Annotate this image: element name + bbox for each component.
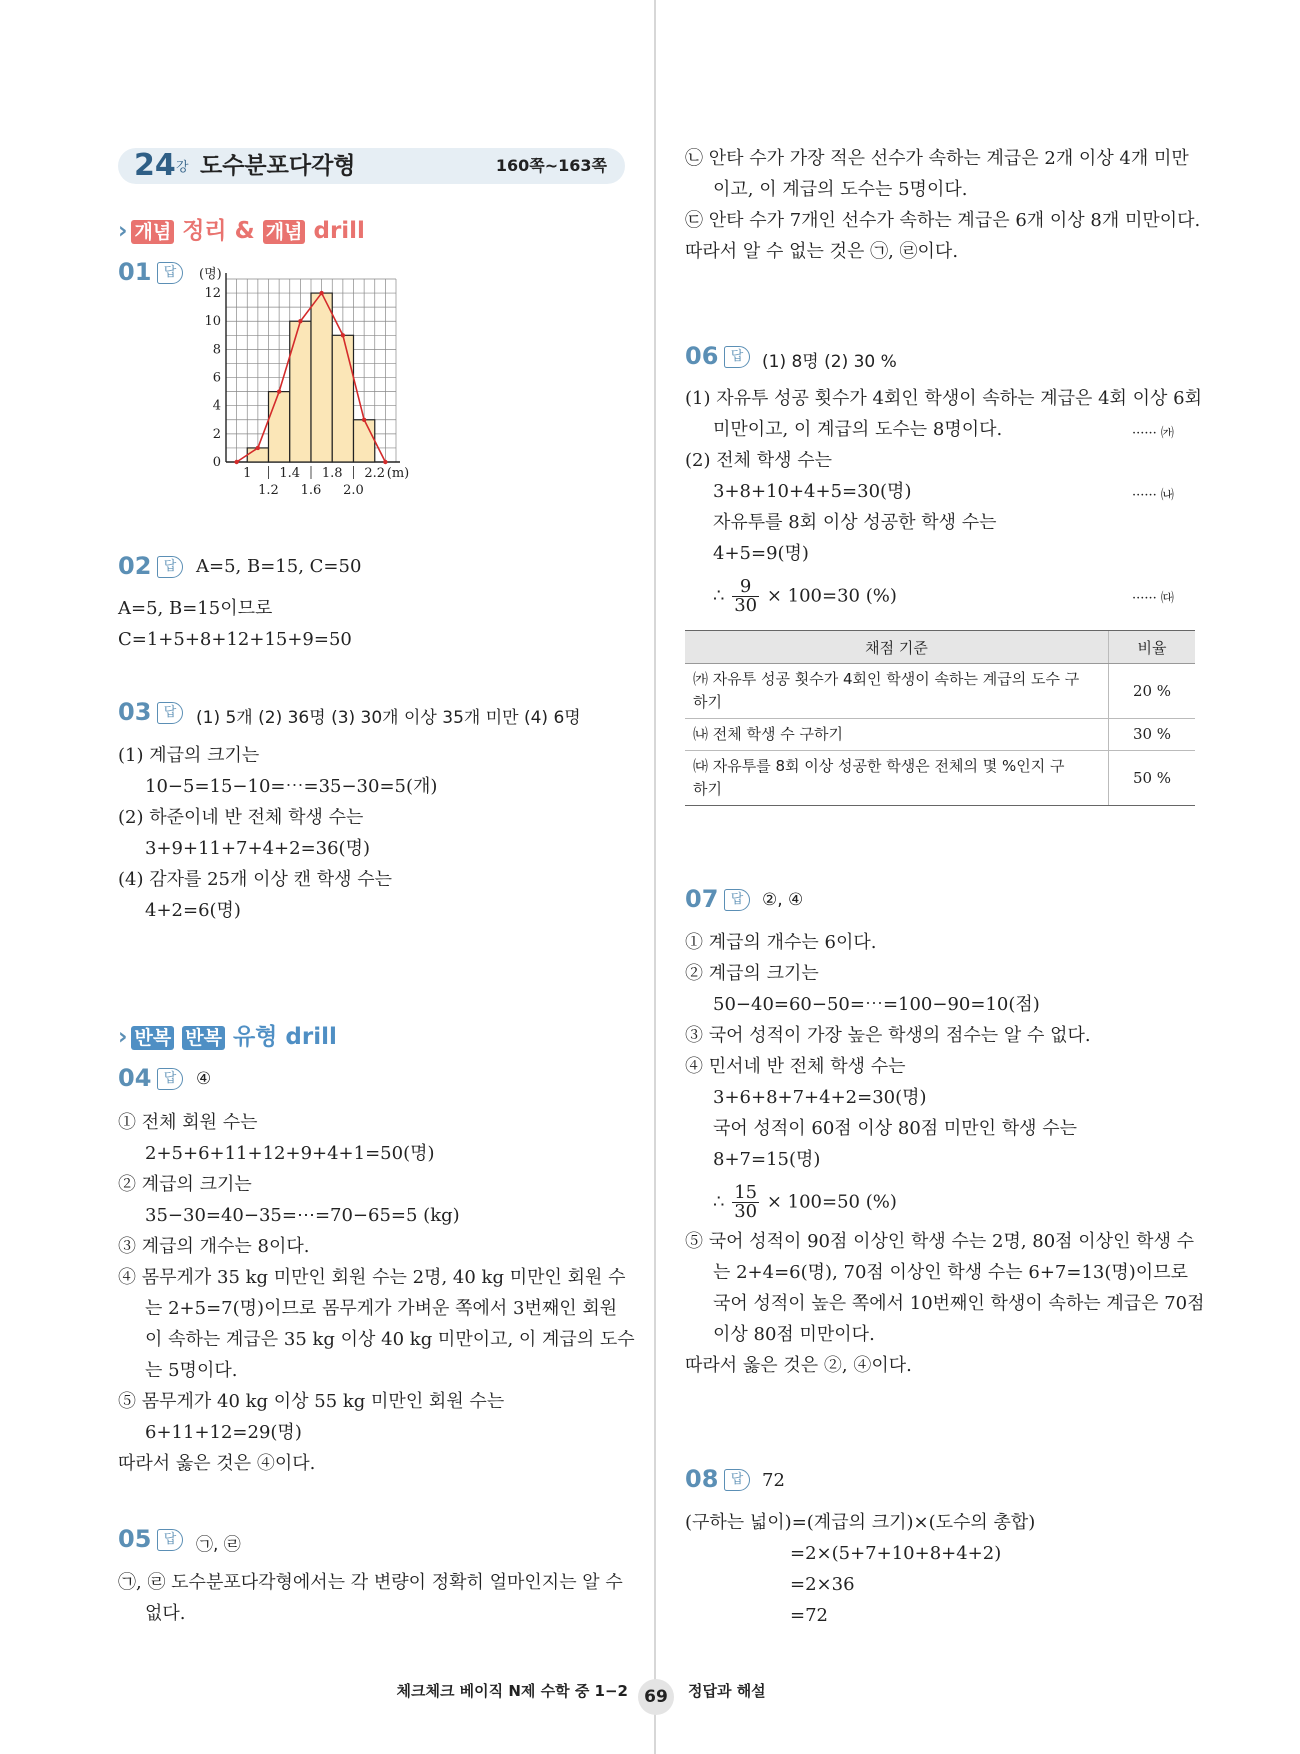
q07-line: 국어 성적이 60점 이상 80점 미만인 학생 수는: [713, 1118, 1078, 1139]
q07-answer-icon: 답: [724, 889, 750, 911]
q06-mark: ······ ㈎: [1132, 426, 1174, 441]
grading-header: 채점 기준: [685, 631, 1109, 664]
frac-den: 30: [734, 595, 758, 616]
q01-number: 01: [118, 258, 152, 286]
q08-line: =2×(5+7+10+8+4+2): [790, 1543, 1002, 1564]
q08-line: =72: [790, 1605, 828, 1626]
page-number: 69: [638, 1679, 674, 1715]
q05-line: ㉠, ㉣ 도수분포다각형에서는 각 변량이 정확히 얼마인지는 알 수: [118, 1572, 623, 1593]
criterion-text-cont: 하기: [693, 780, 722, 798]
y-tick-label: 0: [212, 455, 221, 470]
frac-num: 9: [732, 578, 759, 597]
y-axis-label: (명): [199, 267, 222, 282]
q07-line: 50−40=60−50=⋯=100−90=10(점): [713, 994, 1040, 1015]
y-tick-label: 10: [204, 314, 221, 330]
q07-line: 3+6+8+7+4+2=30(명): [713, 1087, 927, 1108]
table-row: [685, 664, 1195, 719]
grading-criterion: [685, 664, 1109, 719]
histogram-bar: [332, 335, 353, 462]
q03-line: 4+2=6(명): [145, 900, 241, 921]
section-repeat-drill: [118, 1018, 337, 1051]
q04-answer-icon: 답: [157, 1068, 183, 1090]
q06-formula-rest: × 100=30 (%): [766, 585, 897, 607]
footer-book-title: 체크체크 베이직 N제 수학 중 1−2: [396, 1682, 628, 1700]
q08-line: (구하는 넓이)=(계급의 크기)×(도수의 총합): [685, 1512, 1036, 1533]
q06-fraction: [732, 578, 759, 615]
x-tick-label: 1.6: [300, 483, 322, 498]
q04-line: 이 속하는 계급은 35 kg 이상 40 kg 미만이고, 이 계급의 도수: [145, 1329, 635, 1350]
q02-answer-icon: 답: [157, 556, 183, 578]
y-tick-label: 8: [212, 342, 221, 358]
q08-line: =2×36: [790, 1574, 855, 1595]
x-axis-label: (m): [386, 466, 410, 481]
frac-num: 15: [734, 1182, 758, 1203]
concept-tag-2: 개념: [263, 220, 306, 244]
q03-line: (1) 계급의 크기는: [118, 745, 260, 766]
q06-mark: ······ ㈐: [1132, 591, 1174, 606]
q06-line: 4+5=9(명): [713, 543, 809, 564]
q05-line: 따라서 알 수 없는 것은 ㉠, ㉣이다.: [685, 241, 959, 262]
q04-line: 는 5명이다.: [145, 1360, 238, 1381]
footer-section: 정답과 해설: [688, 1682, 766, 1700]
criterion-text-cont: 하기: [693, 693, 722, 711]
q05-line: ㉢ 안타 수가 7개인 선수가 속하는 계급은 6개 이상 8개 미만이다.: [685, 210, 1201, 231]
q06-line: 3+8+10+4+5=30(명): [713, 481, 912, 502]
grading-rate: 30 %: [1109, 719, 1196, 751]
q04-answer: ④: [196, 1069, 212, 1089]
q05-line: 이고, 이 계급의 도수는 5명이다.: [713, 179, 968, 200]
histogram-bar: [269, 392, 290, 462]
criterion-text: ㈐ 자유투를 8회 이상 성공한 학생은 전체의 몇 %인지 구: [693, 757, 1065, 775]
repeat-tag-2: 반복: [182, 1026, 225, 1050]
q04-line: ④ 몸무게가 35 kg 미만인 회원 수는 2명, 40 kg 미만인 회원 수: [118, 1267, 626, 1288]
q06-line: 자유투를 8회 이상 성공한 학생 수는: [713, 512, 997, 533]
q04-line: ③ 계급의 개수는 8이다.: [118, 1236, 310, 1257]
grading-criterion: [685, 751, 1109, 806]
criterion-text: ㈎ 자유투 성공 횟수가 4회인 학생이 속하는 계급의 도수 구: [693, 670, 1080, 688]
table-row: [685, 719, 1195, 751]
q04-line: ⑤ 몸무게가 40 kg 이상 55 kg 미만인 회원 수는: [118, 1391, 505, 1412]
q06-line: (2) 전체 학생 수는: [685, 450, 832, 471]
q07-line: ⑤ 국어 성적이 90점 이상인 학생 수는 2명, 80점 이상인 학생 수: [685, 1231, 1195, 1252]
y-tick-label: 6: [212, 370, 221, 386]
q03-number: 03: [118, 698, 152, 726]
polygon-point: [298, 319, 302, 323]
chevron-right-icon: ›: [118, 1024, 128, 1050]
x-tick-label: 2.0: [343, 483, 364, 498]
concept-tag-1: 개념: [131, 220, 174, 244]
q04-line: 6+11+12=29(명): [145, 1422, 302, 1443]
concept-amp: &: [234, 218, 255, 244]
q02-line: C=1+5+8+12+15+9=50: [118, 629, 352, 650]
polygon-point: [362, 418, 366, 422]
q07-line: 는 2+4=6(명), 70점 이상인 학생 수는 6+7=13(명)이므로: [713, 1262, 1188, 1283]
polygon-point: [383, 460, 387, 464]
x-tick-label: 1: [243, 466, 252, 481]
q07-line: 이상 80점 미만이다.: [713, 1324, 875, 1345]
q04-line: 는 2+5=7(명)이므로 몸무게가 가벼운 쪽에서 3번째인 회원: [145, 1298, 618, 1319]
chapter-title: 도수분포다각형: [200, 153, 356, 179]
q05-line: 없다.: [145, 1603, 186, 1624]
q06-answer-icon: 답: [724, 346, 750, 368]
q04-line: 따라서 옳은 것은 ④이다.: [118, 1453, 316, 1474]
q07-number: 07: [685, 885, 719, 913]
y-tick-label: 4: [212, 398, 221, 414]
q07-line: ③ 국어 성적이 가장 높은 학생의 점수는 알 수 없다.: [685, 1025, 1091, 1046]
q03-line: (2) 하준이네 반 전체 학생 수는: [118, 807, 364, 828]
q04-line: ① 전체 회원 수는: [118, 1112, 258, 1133]
repeat-word: 유형: [232, 1024, 278, 1050]
grading-header: 비율: [1109, 631, 1196, 664]
q06-mark: ······ ㈏: [1132, 488, 1174, 503]
histogram-bar: [311, 293, 332, 462]
q02-line: A=5, B=15이므로: [118, 598, 273, 619]
repeat-word-2: drill: [285, 1024, 337, 1050]
q07-formula-rest: × 100=50 (%): [766, 1191, 897, 1213]
q07-fraction: [732, 1184, 759, 1221]
polygon-point: [234, 460, 238, 464]
x-tick-label: 1.4: [279, 466, 301, 481]
q07-line: ① 계급의 개수는 6이다.: [685, 932, 877, 953]
q06-answer: (1) 8명 (2) 30 %: [762, 352, 897, 372]
repeat-tag-1: 반복: [131, 1026, 174, 1050]
concept-word-1: 정리: [182, 218, 227, 244]
grading-criterion: ㈏ 전체 학생 수 구하기: [685, 719, 1109, 751]
q05-number: 05: [118, 1525, 152, 1553]
q04-number: 04: [118, 1064, 152, 1092]
grading-rate: 20 %: [1109, 664, 1196, 719]
q04-line: 2+5+6+11+12+9+4+1=50(명): [145, 1143, 435, 1164]
q04-line: 35−30=40−35=⋯=70−65=5 (kg): [145, 1205, 460, 1226]
q07-answer: ②, ④: [762, 890, 804, 910]
polygon-point: [277, 389, 281, 393]
q03-answer-icon: 답: [157, 702, 183, 724]
q05-line: ㉡ 안타 수가 가장 적은 선수가 속하는 계급은 2개 이상 4개 미만: [685, 148, 1189, 169]
table-row: [685, 751, 1195, 806]
q02-number: 02: [118, 552, 152, 580]
therefore-symbol: ∴: [713, 1191, 725, 1213]
q07-line: 따라서 옳은 것은 ②, ④이다.: [685, 1355, 912, 1376]
q07-line: 8+7=15(명): [713, 1149, 821, 1170]
q03-line: 10−5=15−10=⋯=35−30=5(개): [145, 776, 438, 797]
y-tick-label: 2: [212, 426, 221, 442]
chapter-banner: [118, 148, 625, 184]
q07-formula: [713, 1184, 897, 1221]
q03-line: 3+9+11+7+4+2=36(명): [145, 838, 370, 859]
q06-formula: [713, 578, 897, 615]
page-divider: [654, 0, 656, 1754]
x-tick-label: 1.8: [321, 466, 343, 481]
polygon-point: [256, 446, 260, 450]
q07-line: 국어 성적이 높은 쪽에서 10번째인 학생이 속하는 계급은 70점: [713, 1293, 1205, 1314]
grading-rate: 50 %: [1109, 751, 1196, 806]
polygon-point: [319, 291, 323, 295]
q06-line: (1) 자유투 성공 횟수가 4회인 학생이 속하는 계급은 4회 이상 6회: [685, 388, 1202, 409]
q08-number: 08: [685, 1465, 719, 1493]
grading-table: [685, 630, 1195, 806]
histogram-bar: [290, 321, 311, 462]
q01-answer-icon: 답: [157, 262, 183, 284]
q07-line: ② 계급의 크기는: [685, 963, 819, 984]
x-tick-label: 1.2: [258, 483, 279, 498]
q05-answer-icon: 답: [157, 1529, 183, 1551]
q05-answer: ㉠, ㉣: [196, 1535, 241, 1555]
chapter-gang: 강: [176, 160, 189, 175]
q03-line: (4) 감자를 25개 이상 캔 학생 수는: [118, 869, 392, 890]
q03-answer: (1) 5개 (2) 36명 (3) 30개 이상 35개 미만 (4) 6명: [196, 708, 581, 728]
histogram-bar: [354, 420, 375, 462]
chevron-right-icon: ›: [118, 218, 128, 244]
q06-line: 미만이고, 이 계급의 도수는 8명이다.: [713, 419, 1003, 440]
chapter-pages: 160쪽~163쪽: [495, 156, 607, 175]
frac-den: 30: [734, 1201, 758, 1222]
chapter-number: 24: [134, 148, 176, 183]
y-tick-label: 12: [204, 286, 221, 302]
therefore-symbol: ∴: [713, 585, 725, 607]
q02-answer: A=5, B=15, C=50: [196, 556, 362, 577]
polygon-point: [341, 333, 345, 337]
x-tick-label: 2.2: [364, 466, 386, 481]
q07-line: ④ 민서네 반 전체 학생 수는: [685, 1056, 906, 1077]
q06-number: 06: [685, 342, 719, 370]
q04-line: ② 계급의 크기는: [118, 1174, 252, 1195]
histogram-chart: [196, 262, 426, 502]
q08-answer-icon: 답: [724, 1469, 750, 1491]
q08-answer: 72: [762, 1470, 785, 1491]
section-concept-drill: [118, 212, 365, 245]
concept-word-2: drill: [313, 218, 365, 244]
